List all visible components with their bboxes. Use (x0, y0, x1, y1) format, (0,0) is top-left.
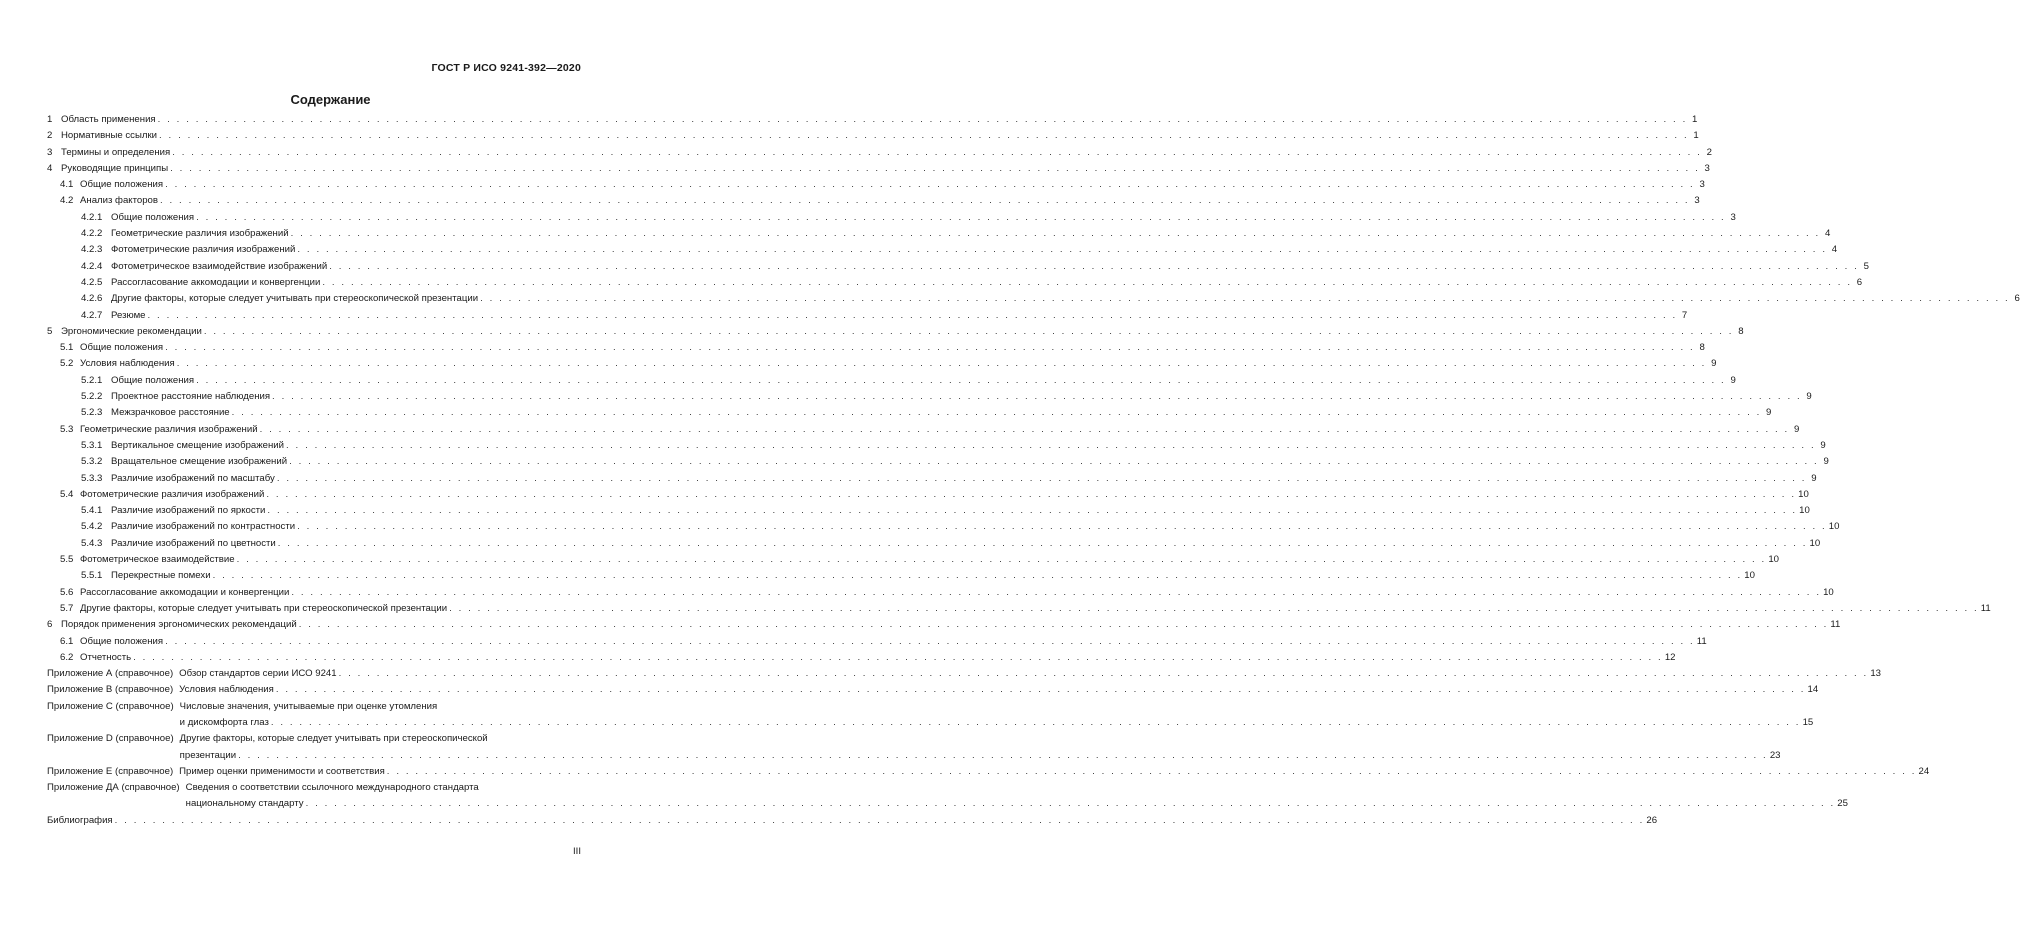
toc-entry[interactable] (47, 617, 1841, 633)
toc-entry-page: 24 (1918, 765, 1930, 777)
annex-title: Сведения о соответствии ссылочного международного стандарта (185, 782, 479, 794)
toc-entry-page: 10 (1798, 488, 1809, 500)
toc-dot-leader (297, 617, 1831, 633)
bibliography-title: Библиография (47, 814, 113, 826)
toc-entry-title: Общие положения (111, 211, 195, 223)
annex-title: Обзор стандартов серии ИСО 9241 (179, 668, 337, 680)
toc-entry-title: Различие изображений по масштабу (111, 472, 275, 484)
toc-entry-number: 3 (47, 146, 53, 158)
toc-dot-leader (157, 128, 1691, 144)
toc-entry-title: Фотометрическое взаимодействие (80, 554, 235, 566)
toc-entry-title: Область применения (61, 114, 156, 125)
toc-entry-title: Различие изображений по контрастности (111, 521, 296, 533)
toc-entry-page: 11 (1696, 635, 1707, 647)
toc-entry-page: 7 (1681, 309, 1688, 321)
toc-annex-entry[interactable] (47, 731, 1781, 764)
page-title: Содержание (290, 92, 371, 107)
annex-title-block (186, 780, 1848, 813)
toc-entry-page: 9 (1811, 472, 1817, 484)
toc-entry-number: 6 (47, 619, 53, 631)
toc-entry-number: 5.4.1 (81, 505, 103, 517)
toc-dot-leader (163, 177, 1697, 193)
toc-dot-leader (385, 764, 1919, 780)
toc-entry-title: Геометрические различия изображений (80, 423, 258, 435)
toc-entry-page: 9 (1820, 439, 1826, 451)
toc-dot-leader (289, 226, 1823, 242)
toc-dot-leader (146, 308, 1680, 324)
toc-entry[interactable] (47, 373, 1736, 389)
toc-entry[interactable] (47, 291, 2020, 307)
toc-entry-number: 5.3.3 (81, 472, 103, 484)
toc-dot-leader (131, 650, 1665, 666)
toc-dot-leader (295, 242, 1829, 258)
toc-entry-title: Перекрестные помехи (111, 570, 211, 582)
toc-dot-leader (289, 585, 1823, 601)
toc-bibliography-entry[interactable] (47, 813, 1658, 829)
toc-entry[interactable] (47, 568, 1755, 584)
toc-entry-number: 5.2.2 (81, 391, 103, 403)
toc-entry-page: 14 (1807, 684, 1819, 696)
toc-dot-leader (265, 503, 1799, 519)
toc-entry-page: 4 (1824, 228, 1831, 240)
toc-annex-entry[interactable] (47, 764, 1930, 780)
toc-entry-number: 5.3.1 (81, 439, 103, 451)
toc-entry-page: 4 (1831, 244, 1838, 256)
toc-dot-leader (287, 454, 1821, 470)
toc-entry[interactable] (47, 601, 1991, 617)
annex-title-continuation-row (186, 796, 1848, 812)
toc-entry-page: 25 (1837, 798, 1848, 810)
toc-entry-title: Общие положения (111, 374, 195, 386)
annex-label: Приложение А (справочное) (47, 668, 174, 680)
toc-dot-leader (327, 259, 1861, 275)
toc-entry-page: 26 (1646, 814, 1658, 826)
toc-entry-number: 6.2 (60, 651, 74, 663)
toc-entry[interactable] (47, 324, 1744, 340)
toc-entry-number: 5.4.3 (81, 537, 103, 549)
toc-entry[interactable] (47, 193, 1700, 209)
toc-entry-page: 9 (1730, 374, 1736, 386)
toc-entry-title: Различие изображений по цветности (111, 537, 276, 549)
toc-entry-page: 2 (1706, 146, 1712, 158)
toc-entry-number: 5.3.2 (81, 456, 103, 468)
toc-dot-leader (236, 748, 1770, 764)
toc-dot-leader (202, 324, 1736, 340)
toc-dot-leader (275, 471, 1809, 487)
toc-entry-page: 8 (1699, 342, 1705, 354)
toc-entry-title: Нормативные ссылки (61, 130, 158, 142)
toc-annex-entry[interactable] (47, 666, 1881, 682)
toc-entry-title: Резюме (111, 309, 146, 321)
toc-entry-page: 3 (1699, 179, 1705, 191)
annex-label: Приложение Е (справочное) (47, 765, 174, 777)
annex-title: Числовые значения, учитываемые при оценке утомления (179, 700, 438, 712)
toc-entry[interactable] (47, 112, 1698, 128)
toc-dot-leader (113, 813, 1647, 829)
toc-entry-title: Вертикальное смещение изображений (111, 439, 285, 451)
toc-entry[interactable] (47, 650, 1676, 666)
toc-entry-page: 10 (1799, 505, 1810, 517)
annex-label: Приложение D (справочное) (47, 733, 174, 745)
toc-dot-leader (284, 438, 1818, 454)
toc-entry-title: Вращательное смещение изображений (111, 456, 288, 468)
toc-entry[interactable] (47, 210, 1736, 226)
toc-entry[interactable] (47, 438, 1826, 454)
toc-entry-number: 5.3 (60, 423, 74, 435)
toc-entry-number: 4.2.3 (81, 244, 103, 256)
toc-entry-title: Общие положения (80, 342, 164, 354)
toc-entry-number: 4.2 (60, 195, 74, 207)
toc-entry-page: 1 (1693, 130, 1699, 142)
toc-entry-page: 8 (1738, 325, 1744, 337)
toc-dot-leader (258, 422, 1792, 438)
toc-entry-page: 15 (1802, 716, 1814, 728)
toc-dot-leader (337, 666, 1871, 682)
toc-entry-title: Фотометрическое взаимодействие изображений (111, 260, 328, 272)
toc-entry[interactable] (47, 242, 1838, 258)
toc-entry-number: 2 (47, 130, 53, 142)
toc-entry-number: 5.1 (60, 342, 74, 354)
annex-title-continuation-row (180, 715, 1814, 731)
toc-entry-page: 9 (1806, 391, 1812, 403)
toc-entry[interactable] (47, 503, 1810, 519)
toc-dot-leader (269, 715, 1803, 731)
toc-entry-page: 3 (1704, 162, 1710, 174)
toc-dot-leader (274, 682, 1808, 698)
toc-entry-page: 9 (1711, 358, 1717, 370)
toc-entry[interactable] (47, 405, 1772, 421)
toc-dot-leader (211, 568, 1745, 584)
toc-entry-number: 4.2.6 (81, 293, 103, 305)
toc-entry-page: 9 (1793, 423, 1800, 435)
toc-entry-title: Эргономические рекомендации (61, 325, 202, 337)
toc-entry-number: 5.2.3 (81, 407, 103, 419)
toc-entry-page: 11 (1980, 602, 1991, 614)
toc-entry[interactable] (47, 634, 1707, 650)
toc-annex-entry[interactable] (47, 699, 1814, 732)
toc-entry-number: 1 (47, 114, 53, 125)
toc-entry[interactable] (47, 275, 1863, 291)
toc-entry[interactable] (47, 536, 1821, 552)
toc-entry-page: 5 (1863, 260, 1869, 272)
toc-entry-page: 13 (1870, 668, 1881, 680)
toc-entry[interactable] (47, 340, 1705, 356)
toc-entry-page: 10 (1809, 537, 1821, 549)
toc-entry-number: 5.2 (60, 358, 74, 370)
toc-entry-page: 23 (1769, 749, 1781, 761)
toc-entry-title: Проектное расстояние наблюдения (111, 391, 271, 403)
annex-title-block (180, 699, 1814, 732)
toc-entry-title: Фотометрические различия изображений (111, 244, 296, 256)
toc-entry-number: 5.4 (60, 488, 74, 500)
toc-entry-page: 6 (2014, 293, 2020, 305)
toc-entry-page: 10 (1828, 521, 1840, 533)
annex-title-continuation: и дискомфорта глаз (179, 716, 269, 728)
document-standard-header: ГОСТ Р ИСО 9241-392—2020 (431, 62, 581, 74)
toc-entry[interactable] (47, 585, 1834, 601)
annex-title-block (180, 731, 1781, 764)
toc-entry[interactable] (47, 145, 1712, 161)
annex-title-continuation: презентации (179, 749, 237, 761)
annex-label: Приложение С (справочное) (47, 700, 174, 712)
toc-entry-title: Межзрачковое расстояние (111, 407, 230, 419)
toc-entry-title: Геометрические различия изображений (111, 228, 289, 240)
toc-entry-page: 9 (1823, 456, 1829, 468)
toc-entry[interactable] (47, 454, 1829, 470)
toc-entry-number: 4.2.7 (81, 309, 103, 321)
toc-entry[interactable] (47, 487, 1809, 503)
toc-entry-number: 4.2.2 (81, 228, 103, 240)
toc-entry-number: 5.5 (60, 554, 74, 566)
toc-entry-number: 5.2.1 (81, 374, 103, 386)
toc-entry-page: 1 (1692, 114, 1698, 125)
toc-entry[interactable] (47, 519, 1840, 535)
toc-entry[interactable] (47, 356, 1717, 372)
toc-entry-number: 5.4.2 (81, 521, 103, 533)
toc-entry[interactable] (47, 226, 1831, 242)
toc-dot-leader (276, 536, 1810, 552)
table-of-contents (47, 112, 2020, 829)
toc-entry[interactable] (47, 471, 1817, 487)
toc-entry-title: Другие факторы, которые следует учитывать при стереоскопической презентации (80, 602, 448, 614)
toc-entry-title: Отчетность (80, 651, 132, 663)
toc-dot-leader (158, 193, 1692, 209)
toc-entry-number: 5 (47, 325, 53, 337)
toc-entry-page: 12 (1664, 651, 1676, 663)
toc-entry-page: 11 (1830, 619, 1841, 631)
toc-annex-entry[interactable] (47, 780, 1848, 813)
toc-dot-leader (295, 519, 1829, 535)
toc-entry-number: 4.2.5 (81, 276, 103, 288)
toc-entry-title: Фотометрические различия изображений (80, 488, 265, 500)
annex-label: Приложение ДА (справочное) (47, 782, 180, 794)
toc-entry-number: 5.6 (60, 586, 74, 598)
toc-entry-page: 3 (1730, 211, 1736, 223)
toc-entry-page: 10 (1744, 570, 1755, 582)
toc-entry[interactable] (47, 422, 1800, 438)
toc-entry-number: 6.1 (60, 635, 74, 647)
toc-dot-leader (320, 275, 1854, 291)
toc-dot-leader (194, 210, 1728, 226)
toc-dot-leader (194, 373, 1728, 389)
toc-entry-title: Общие положения (80, 179, 164, 191)
toc-dot-leader (264, 487, 1798, 503)
toc-entry-page: 3 (1694, 195, 1700, 207)
toc-entry-number: 4.1 (60, 179, 74, 191)
toc-entry-page: 10 (1823, 586, 1834, 598)
toc-entry[interactable] (47, 259, 1869, 275)
toc-dot-leader (168, 161, 1702, 177)
toc-dot-leader (304, 796, 1838, 812)
toc-entry-title: Порядок применения эргономических рекомендаций (61, 619, 297, 631)
toc-dot-leader (170, 145, 1704, 161)
toc-entry-number: 5.7 (60, 602, 74, 614)
toc-entry-title: Термины и определения (61, 146, 171, 158)
toc-entry-title: Условия наблюдения (80, 358, 175, 370)
toc-entry[interactable] (47, 552, 1779, 568)
toc-entry-number: 5.5.1 (81, 570, 103, 582)
toc-entry-title: Рассогласование аккомодации и конвергенции (111, 276, 321, 288)
toc-dot-leader (447, 601, 1981, 617)
toc-entry-page: 10 (1768, 554, 1779, 566)
toc-entry[interactable] (47, 177, 1705, 193)
annex-title: Условия наблюдения (179, 684, 274, 696)
toc-entry[interactable] (47, 308, 1688, 324)
toc-entry-number: 4.2.4 (81, 260, 103, 272)
toc-entry-number: 4 (47, 162, 53, 174)
toc-dot-leader (163, 340, 1697, 356)
toc-dot-leader (156, 112, 1690, 128)
toc-entry-title: Общие положения (80, 635, 164, 647)
toc-dot-leader (270, 389, 1804, 405)
annex-title-continuation: национальному стандарту (185, 798, 304, 810)
annex-title-continuation-row (180, 748, 1781, 764)
toc-entry-title: Другие факторы, которые следует учитывать при стереоскопической презентации (111, 293, 479, 305)
toc-entry[interactable] (47, 389, 1812, 405)
toc-entry[interactable] (47, 128, 1699, 144)
toc-dot-leader (163, 634, 1697, 650)
toc-entry-page: 6 (1856, 276, 1863, 288)
page-number: III (573, 846, 581, 857)
toc-dot-leader (478, 291, 2012, 307)
toc-entry-title: Анализ факторов (80, 195, 158, 207)
toc-dot-leader (175, 356, 1709, 372)
annex-title: Другие факторы, которые следует учитывать при стереоскопической (179, 733, 488, 745)
annex-title: Пример оценки применимости и соответствия (179, 765, 385, 777)
toc-entry-page: 9 (1766, 407, 1772, 419)
toc-entry-title: Рассогласование аккомодации и конвергенции (80, 586, 290, 598)
toc-entry-title: Различие изображений по яркости (111, 505, 266, 517)
toc-dot-leader (235, 552, 1769, 568)
toc-entry-number: 4.2.1 (81, 211, 103, 223)
toc-entry[interactable] (47, 161, 1710, 177)
toc-entry-title: Руководящие принципы (61, 162, 169, 174)
toc-dot-leader (230, 405, 1764, 421)
annex-label: Приложение В (справочное) (47, 684, 174, 696)
toc-annex-entry[interactable] (47, 682, 1819, 698)
